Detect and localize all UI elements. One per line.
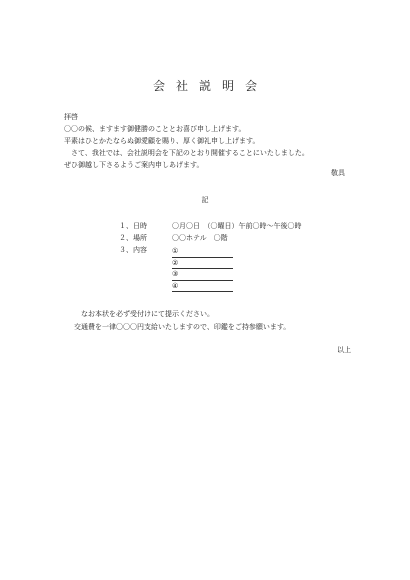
content-entry: ③ [172, 269, 233, 281]
note-line-1: なお本状を必ず受付けにて提示ください。 [81, 310, 214, 318]
letter-body [64, 111, 309, 171]
detail-row-location [119, 231, 302, 243]
detail-value: 〇〇ホテル 〇階 [172, 234, 228, 242]
body-line-1: 〇〇の候、ますます御健勝のこととお喜び申し上げます。 [64, 125, 246, 133]
body-line-3: さて、我社では、会社説明会を下記のとおり開催することにいたしました。 [64, 149, 309, 157]
closing-keigu: 敬具 [331, 169, 345, 177]
detail-label: １、日時 [119, 222, 147, 230]
content-entry: ① [172, 246, 233, 258]
end-ijou: 以上 [337, 346, 351, 354]
detail-value: 〇月〇日 （〇曜日）午前〇時～午後〇時 [172, 222, 302, 230]
content-list [172, 246, 233, 292]
salutation: 拝啓 [64, 113, 78, 121]
note-line-2: 交通費を一律〇〇〇円支給いたしますので、印鑑をご持参願います。 [74, 323, 291, 331]
notes [74, 308, 291, 334]
body-line-2: 平素はひとかたならぬ御愛顧を賜り、厚く御礼申し上げます。 [64, 137, 260, 145]
detail-row-datetime [119, 219, 302, 231]
body-line-4: ぜひ御越し下さるようご案内申しあげます。 [64, 161, 204, 169]
ki-heading: 記 [201, 196, 209, 204]
content-entry: ② [172, 258, 233, 270]
detail-label: ３、内容 [119, 246, 147, 254]
content-entry: ④ [172, 281, 233, 293]
document-title: 会社説明会 [152, 79, 268, 93]
detail-label: ２、場所 [119, 234, 147, 242]
